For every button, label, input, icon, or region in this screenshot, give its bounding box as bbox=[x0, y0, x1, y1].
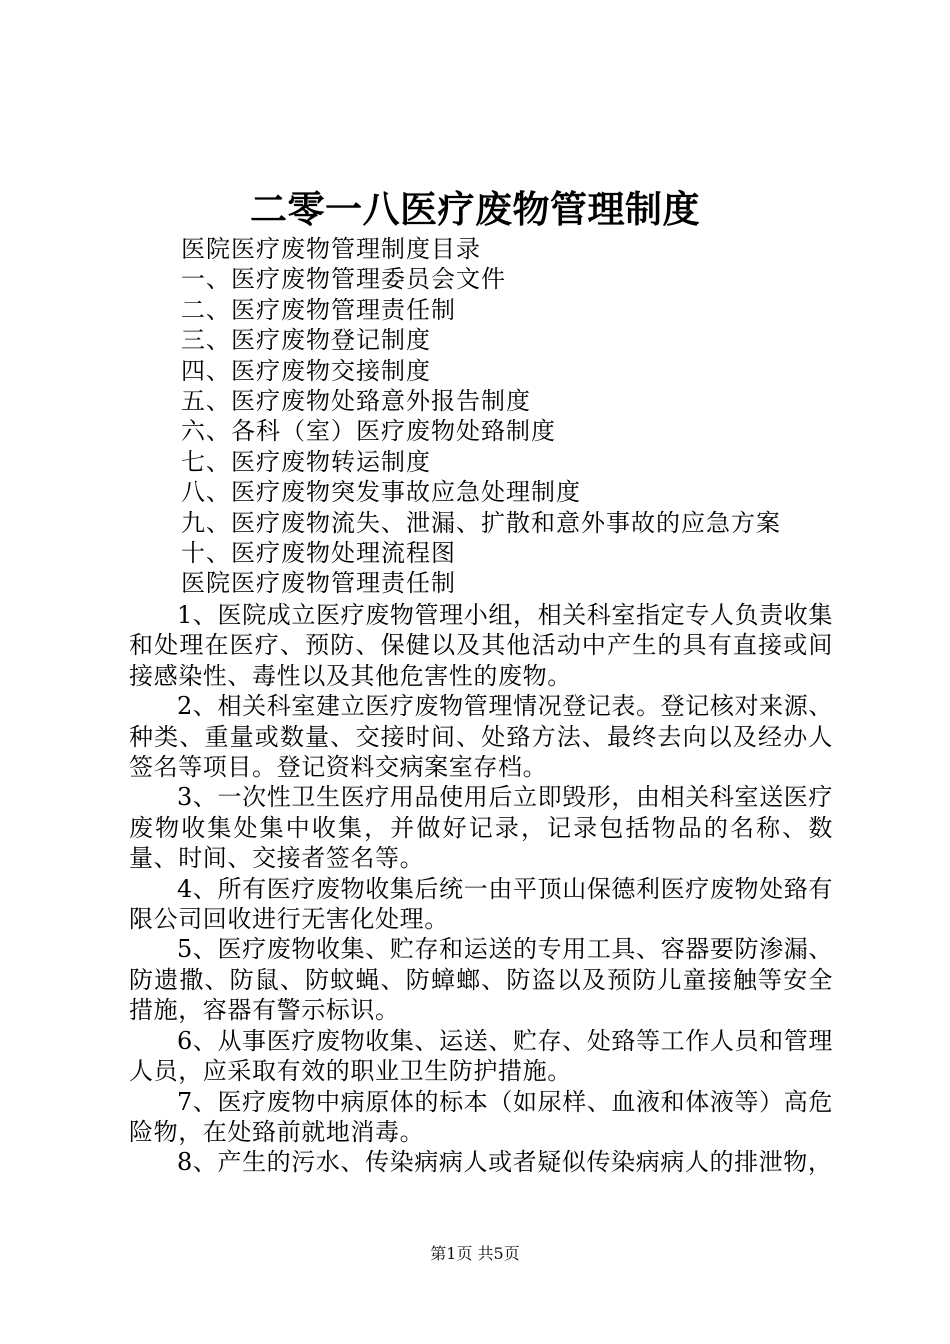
paragraph: 6、从事医疗废物收集、运送、贮存、处臵等工作人员和管理人员，应采取有效的职业卫生防护措施。 bbox=[129, 1026, 833, 1086]
paragraph: 5、医疗废物收集、贮存和运送的专用工具、容器要防渗漏、防遗撒、防鼠、防蚊蝇、防蟑螂、防盗以及预防儿童接触等安全措施，容器有警示标识。 bbox=[129, 935, 833, 1025]
toc-item: 四、医疗废物交接制度 bbox=[181, 356, 431, 385]
paragraph: 7、医疗废物中病原体的标本（如尿样、血液和体液等）高危险物，在处臵前就地消毒。 bbox=[129, 1087, 833, 1146]
toc-item: 二、医疗废物管理责任制 bbox=[181, 295, 456, 324]
toc-item: 七、医疗废物转运制度 bbox=[181, 447, 431, 476]
body-text bbox=[129, 600, 833, 1178]
page-footer: 第1页 共5页 bbox=[430, 1244, 520, 1263]
section-heading: 医院医疗废物管理责任制 bbox=[181, 569, 456, 598]
paragraph: 3、一次性卫生医疗用品使用后立即毁形，由相关科室送医疗废物收集处集中收集，并做好记录，记录包括物品的名称、数量、时间、交接者签名等。 bbox=[129, 783, 833, 873]
toc-item: 三、医疗废物登记制度 bbox=[181, 326, 431, 355]
toc-item: 一、医疗废物管理委员会文件 bbox=[181, 265, 506, 294]
toc-item: 九、医疗废物流失、泄漏、扩散和意外事故的应急方案 bbox=[181, 508, 781, 537]
document-title: 二零一八医疗废物管理制度 bbox=[250, 187, 700, 231]
table-of-contents bbox=[181, 234, 861, 599]
toc-item: 六、各科（室）医疗废物处臵制度 bbox=[181, 417, 556, 446]
paragraph: 1、医院成立医疗废物管理小组，相关科室指定专人负责收集和处理在医疗、预防、保健以及其他活动中产生的具有直接或间接感染性、毒性以及其他危害性的废物。 bbox=[129, 601, 833, 690]
paragraph: 4、所有医疗废物收集后统一由平顶山保德利医疗废物处臵有限公司回收进行无害化处理。 bbox=[129, 874, 833, 934]
paragraph: 8、产生的污水、传染病病人或者疑似传染病病人的排泄物， bbox=[177, 1148, 833, 1177]
paragraph: 2、相关科室建立医疗废物管理情况登记表。登记核对来源、种类、重量或数量、交接时间、处臵方法、最终去向以及经办人签名等项目。登记资料交病案室存档。 bbox=[129, 692, 833, 782]
toc-heading: 医院医疗废物管理制度目录 bbox=[181, 235, 481, 263]
toc-item: 五、医疗废物处臵意外报告制度 bbox=[181, 387, 531, 416]
toc-item: 八、医疗废物突发事故应急处理制度 bbox=[181, 478, 581, 507]
toc-item: 十、医疗废物处理流程图 bbox=[181, 539, 456, 568]
